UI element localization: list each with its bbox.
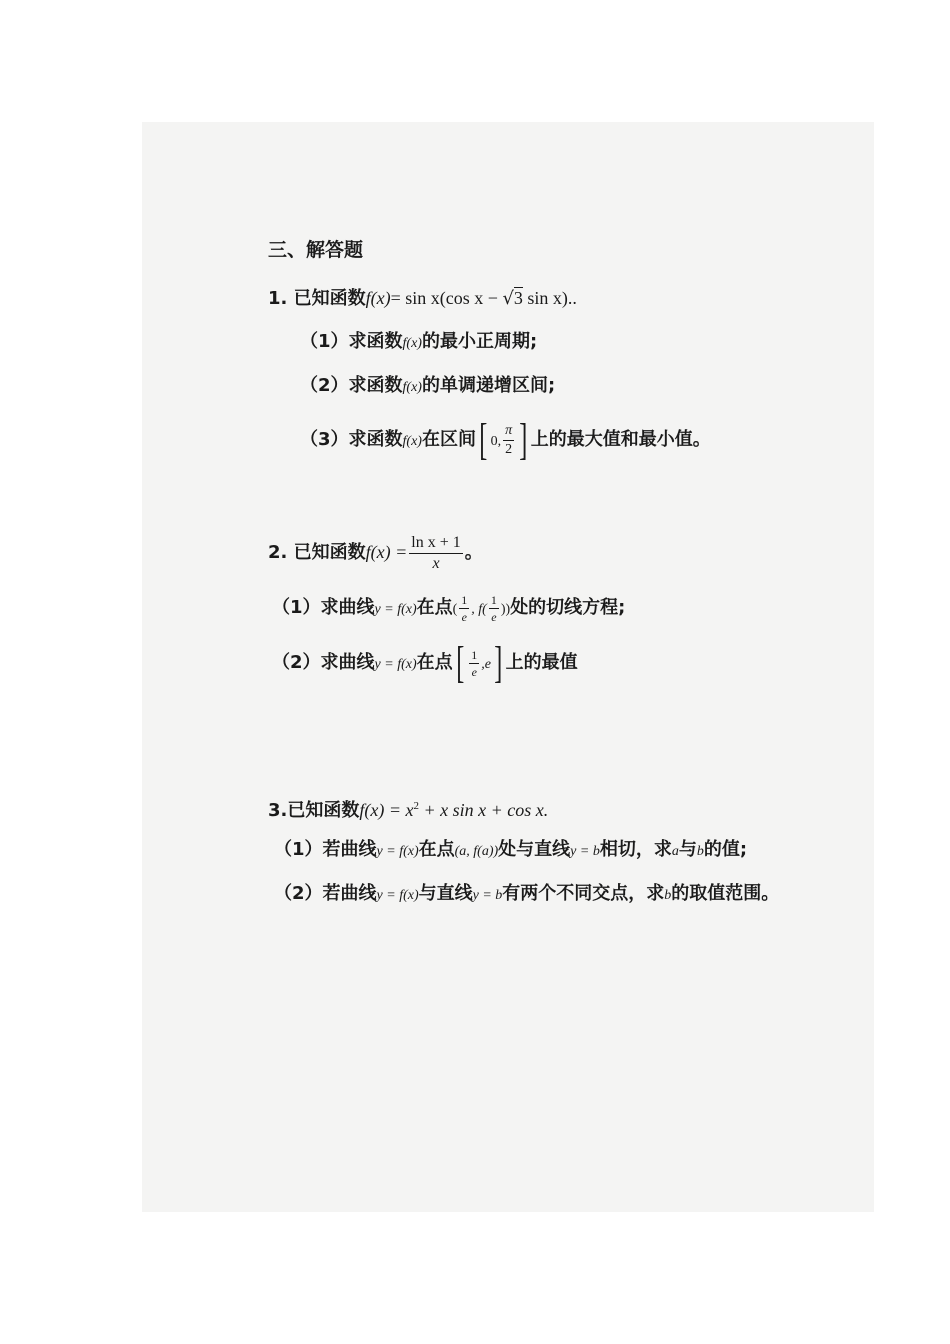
question-2-intro: 已知函数 [293,542,366,563]
q3-p2-text-d: 的取值范围。 [671,883,780,904]
q2-p1-label: （1） [272,597,321,618]
question-3-stem [268,792,548,825]
question-1-part-3 [300,415,711,464]
q1-p3-text-a: 求函数 [348,429,403,450]
left-bracket: [ [479,415,488,464]
q3-p1-line: y = b [570,844,600,859]
q3-p2-label: （2） [274,883,323,904]
q3-exp: 2 [413,800,419,812]
q1-p1-text-b: 的最小正周期; [421,331,538,352]
one-over-e: $\frac{1}{e}$ [461,592,468,624]
q2-p1-text-c: 处的切线方程; [510,597,626,618]
one-over-e-3: $\frac{1}{e}$ [471,647,478,679]
q3-p1-text-b: 在点 [418,839,455,860]
question-2-stem [268,530,483,575]
q1-tail: sin x).. [522,288,577,308]
q2-p1-text-b: 在点 [416,597,453,618]
q1-lhs: f(x) [365,288,391,308]
q2-p2-text-b: 在点 [416,652,453,673]
q2-p2-text-c: 上的最值 [505,652,578,673]
q3-p2-text-a: 若曲线 [322,883,377,904]
q3-p2-line: y = b [472,888,503,903]
q1-p2-label: （2） [300,375,349,396]
question-3-part-2: （2）若曲线y = f(x)与直线y = b有两个不同交点，求b的取值范围。 [274,883,780,904]
question-3-part-1: （1）若曲线y = f(x)在点(a, f(a))处与直线y = b相切，求a与b的值; [274,839,748,860]
right-bracket-2: ] [494,638,503,687]
q3-p1-label: （1） [274,839,323,860]
q1-p3-label: （3） [300,429,349,450]
q2-p2-curve: y = f(x) [374,657,417,672]
question-2-part-1: （1）求曲线y = f(x)在点( $\frac{1}{e}$ , f( $\frac{1}{e}$ ))处的切线方程; [272,592,626,624]
q3-p1-text-c: 处与直线 [498,839,571,860]
q1-rhs: = sin x(cos x − [390,288,503,308]
sqrt-sign: √ [502,288,514,309]
question-1-part-1 [300,328,537,358]
q3-p1-text-a: 若曲线 [322,839,377,860]
q1-p3-zero: 0, [490,434,502,449]
q1-p2-text-a: 求函数 [348,375,403,396]
question-3-intro: 已知函数 [287,800,360,821]
q3-p1-text-f: 的值; [703,839,748,860]
q3-p2-text-c: 有两个不同交点，求 [502,883,665,904]
q3-p2-curve: y = f(x) [376,888,419,903]
q2-end: 。 [464,542,483,563]
question-3-number: 3. [268,800,288,821]
q3-formula-b: + x sin x + cos x. [419,800,549,820]
q3-formula-a: f(x) = x [359,800,414,820]
q2-fraction: $\frac{\text{ln x + 1}}{x}$ [411,533,461,572]
q3-p1-curve: y = f(x) [376,844,419,859]
q2-p1-curve: y = f(x) [374,602,417,617]
q1-p3-text-b: 在区间 [421,429,476,450]
q3-p1-text-e: 与 [678,839,697,860]
question-1-intro: 已知函数 [293,288,366,309]
left-bracket-2: [ [455,638,464,687]
q3-p1-text-d: 相切，求 [599,839,672,860]
q1-p2-fx: f(x) [402,380,422,395]
question-1-part-2 [300,372,555,402]
q1-p1-fx: f(x) [402,336,422,351]
question-1-stem [268,284,577,313]
q1-p3-text-c: 上的最大值和最小值。 [530,429,711,450]
pi-over-two: $\frac{\pi}{2}$ [505,422,513,457]
section-title: 三、解答题 [268,239,364,261]
q3-p1-point: (a, f(a)) [454,844,499,859]
question-2-number: 2. [268,542,288,563]
one-over-e-2: $\frac{1}{e}$ [490,592,497,624]
q1-sqrt-arg: 3 [513,288,523,308]
right-bracket: ] [519,415,528,464]
q2-lhs: f(x) = [365,542,408,562]
q2-p2-label: （2） [272,652,321,673]
q3-p2-text-b: 与直线 [418,883,473,904]
q2-p1-text-a: 求曲线 [320,597,375,618]
q1-p3-fx: f(x) [402,434,422,449]
q2-p2-text-a: 求曲线 [320,652,375,673]
q1-p2-text-b: 的单调递增区间; [421,375,556,396]
question-1-number: 1. [268,288,288,309]
q1-p1-label: （1） [300,331,349,352]
question-2-part-2: （2）求曲线y = f(x)在点[ $\frac{1}{e}$ ,e] 上的最值 [272,638,578,687]
q1-p1-text-a: 求函数 [348,331,403,352]
